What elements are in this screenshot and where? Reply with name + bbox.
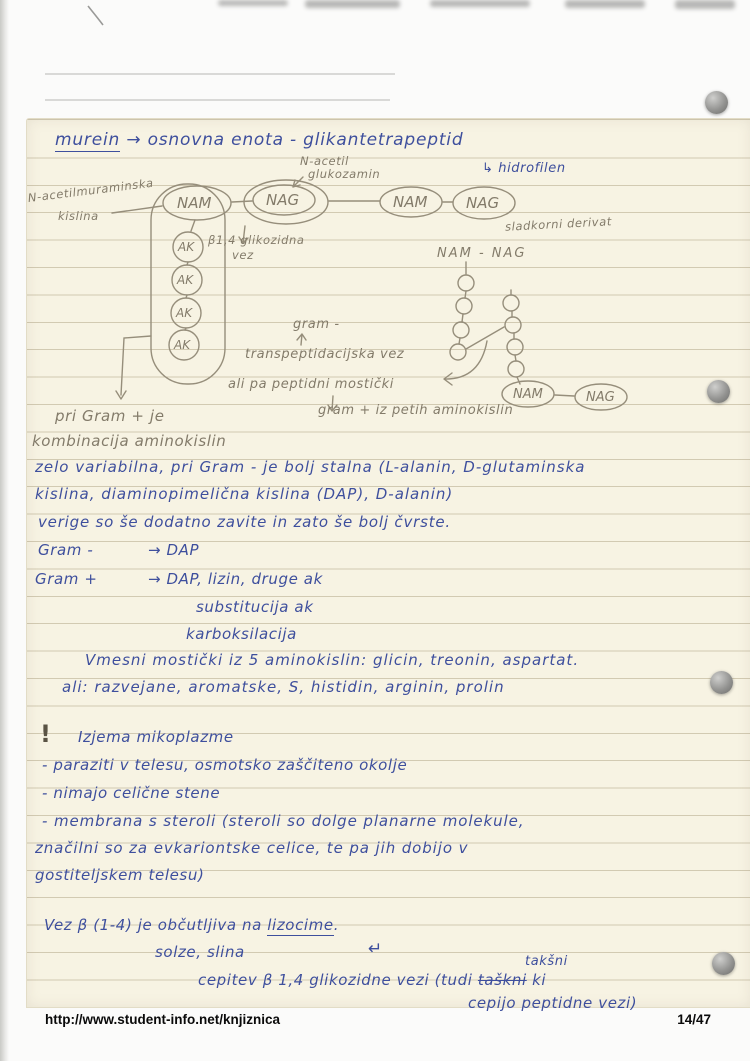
lizocim-pre: Vez β (1-4) je občutljiva na [44,916,268,934]
note-nimajo-stene: - nimajo celične stene [42,784,221,802]
footer-page-number: 14/47 [677,1012,711,1027]
lizocim-post: . [333,916,340,934]
scan-smudge [218,0,288,6]
note-paraziti: - paraziti v telesu, osmotsko zaščiteno okolje [42,756,408,774]
note-cepijo: cepijo peptidne vezi) [468,994,638,1012]
node-nam-bottom: NAM [513,387,543,402]
inserted-word-taksni: takšni [525,954,568,969]
note-pri-gram: pri Gram + je [55,407,165,425]
faint-erased-line [45,99,390,101]
node-ak-2: AK [177,273,194,287]
node-nam-2: NAM [393,193,428,211]
label-glikozidna-1: β1,4 glikozidna [208,233,305,247]
scan-smudge [430,0,530,7]
note-line: kislina, diaminopimelična kislina (DAP), D-alanin) [35,485,454,503]
node-nag-2: NAG [466,194,500,212]
note-vez-lizocim [44,918,339,933]
note-gram-minus: Gram - [38,541,94,559]
pencil-check-mark [88,6,103,25]
note-gram-plus-dap: → DAP, lizin, druge ak [148,570,323,588]
title-rest: osnovna enota - glikantetrapeptid [147,130,464,150]
label-sladkorni-derivat: sladkorni derivat [504,214,613,234]
node-nam-1: NAM [177,194,212,212]
label-hidrofilen: ↳ hidrofilen [482,161,566,176]
note-substitucija: substitucija ak [196,598,314,616]
faint-erased-line [45,73,395,75]
margin-exclamation: ! [40,720,52,748]
label-gram-plus-iz: gram + iz petih aminokislin [318,403,514,418]
label-glikozidna-2: vez [232,248,254,262]
note-membrana-steroli: - membrana s steroli (steroli so dolge planarne molekule, [42,812,525,830]
scan-edge-shadow [0,0,9,1061]
node-ak-1: AK [178,240,195,254]
node-nag-bottom: NAG [586,390,615,405]
note-line: verige so še dodatno zavite in zato še bolj čvrste. [38,513,451,531]
note-gostiteljskem: gostiteljskem telesu) [35,866,205,884]
hole-punch [710,671,733,694]
hole-punch [712,952,735,975]
hole-punch [705,91,728,114]
lizocim-keyword: lizocime [267,916,334,934]
cepitev-post: ki [526,971,547,989]
node-ak-3: AK [176,306,193,320]
title-arrow: → [126,130,142,150]
label-nam-nag: NAM - NAG [437,246,527,261]
struck-word: taškni [477,971,527,989]
note-cepitev [198,973,546,988]
note-vmesni-mosticki: Vmesni mostički iz 5 aminokislin: glicin, treonin, aspartat. [85,651,580,669]
scan-smudge [305,0,400,8]
note-ali-razvejane: ali: razvejane, aromatske, S, histidin, arginin, prolin [62,678,505,696]
footer-url: http://www.student-info.net/knjiznica [45,1012,280,1027]
label-muraminska-1: N-acetilmuraminska [27,175,155,205]
label-transpeptidacijska-vez: transpeptidacijska vez [245,347,405,362]
label-muraminska-2: kislina [58,209,99,223]
note-gram-minus-dap: → DAP [148,541,200,559]
page-title [55,132,463,149]
label-glukozamin: glukozamin [308,167,381,181]
note-znacilni: značilni so za evkariontske celice, te pa jih dobijo v [35,839,469,857]
note-line: zelo variabilna, pri Gram - je bolj stalna (L-alanin, D-glutaminska [35,458,586,476]
label-ali-pa-peptidni: ali pa peptidni mostički [228,377,394,392]
note-solze-slina: solze, slina [155,943,245,961]
label-n-acetil: N-acetil [300,154,349,168]
node-ak-4: AK [174,338,191,352]
hole-punch [707,380,730,403]
title-keyword: murein [55,130,121,150]
return-arrow-icon: ↵ [368,939,383,959]
note-karboksilacija: karboksilacija [186,625,297,643]
node-nag-1: NAG [266,191,300,209]
label-gram-minus: gram - [293,317,340,332]
scan-smudge [565,0,645,8]
scan-smudge [675,0,735,9]
cepitev-pre: cepitev β 1,4 glikozidne vezi (tudi [198,971,478,989]
note-kombinacija: kombinacija aminokislin [32,432,227,450]
note-gram-plus: Gram + [35,570,98,588]
note-izjema-mikoplazme: Izjema mikoplazme [78,728,234,746]
